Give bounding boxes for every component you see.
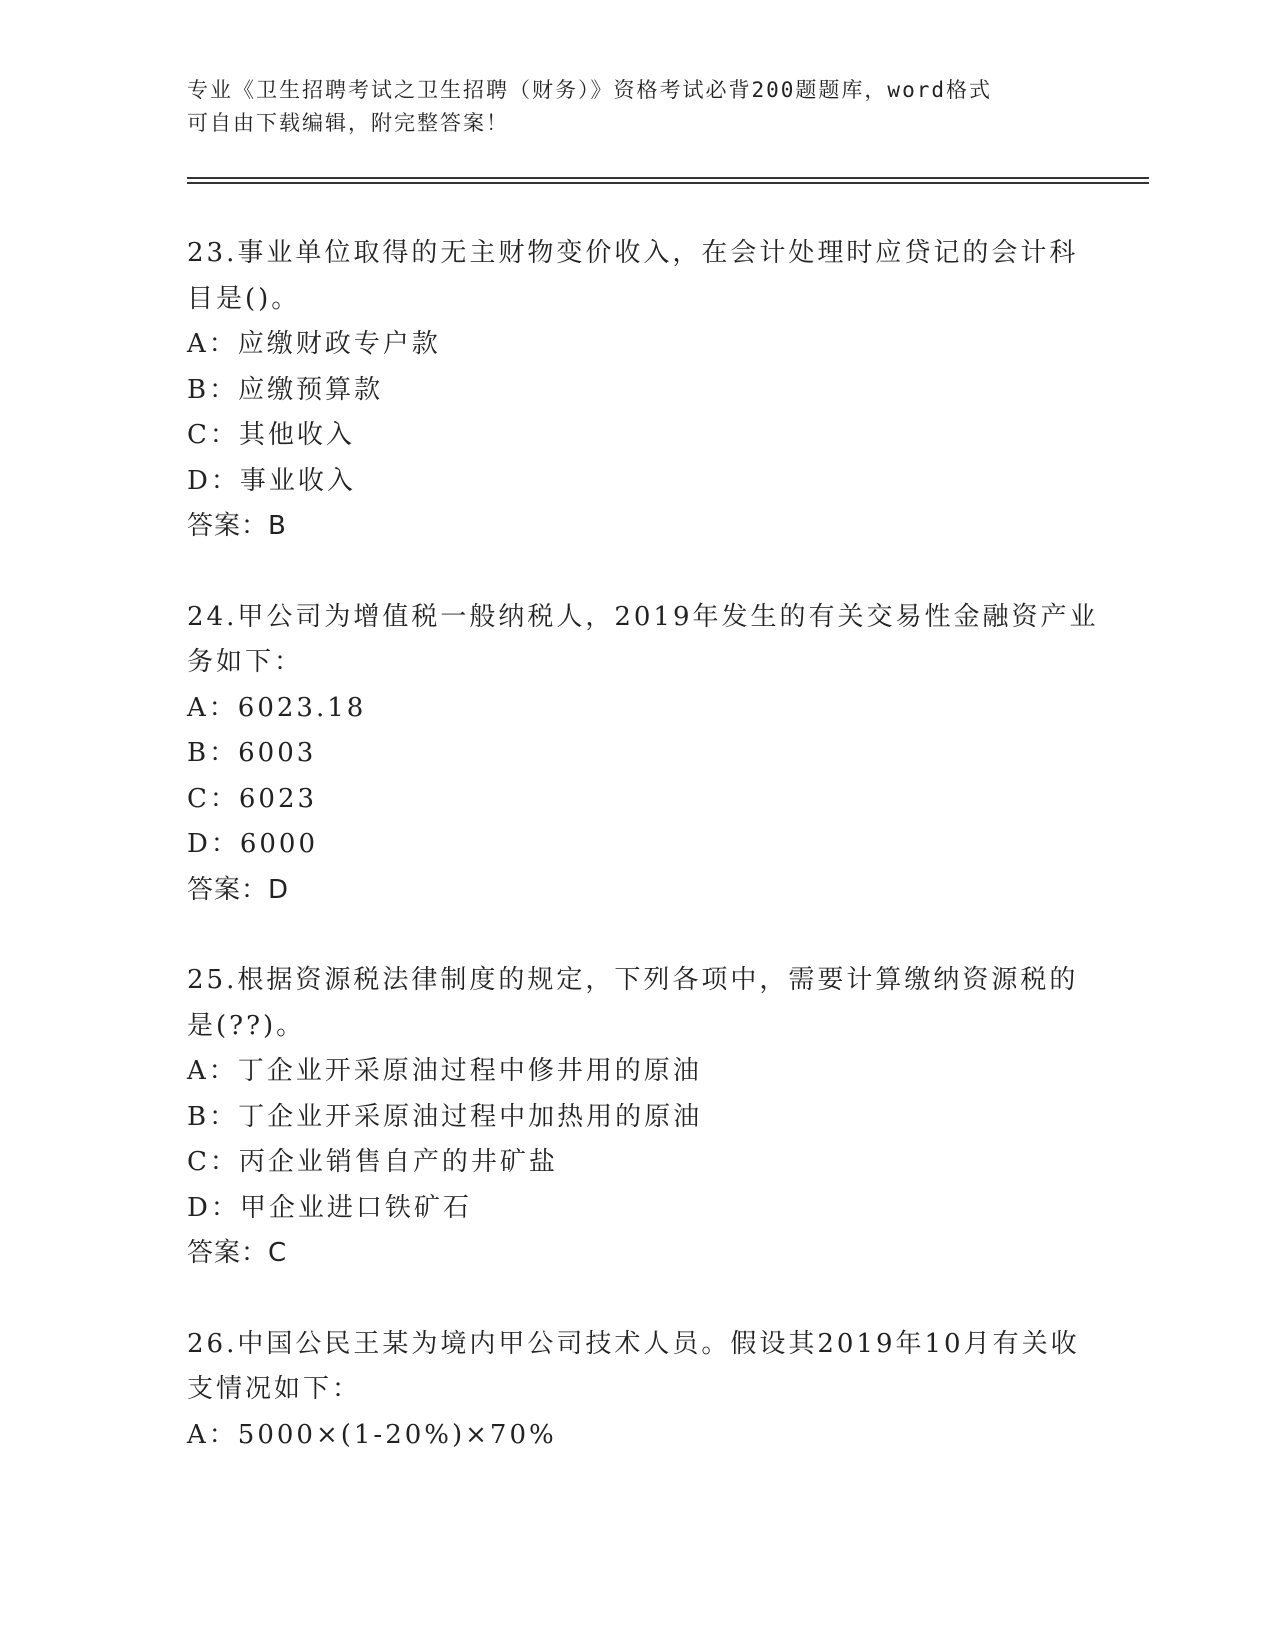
header-line-1: 专业《卫生招聘考试之卫生招聘（财务）》资格考试必背200题题库，word格式: [187, 78, 992, 102]
answer: 答案：C: [187, 1238, 288, 1268]
option-b: B：应缴预算款: [187, 374, 384, 405]
question-spacer: [187, 1277, 1087, 1322]
question-stem: 是(??)。: [187, 1010, 306, 1041]
question-24: [187, 595, 1099, 914]
question-spacer: [187, 913, 1087, 958]
question-stem: 23.事业单位取得的无主财物变价收入，在会计处理时应贷记的会计科: [187, 238, 1079, 268]
question-stem: 24.甲公司为增值税一般纳税人，2019年发生的有关交易性金融资产业: [187, 601, 1099, 632]
option-a: A：6023.18: [187, 692, 367, 723]
option-b: B：6003: [187, 738, 317, 768]
question-stem: 支情况如下：: [187, 1374, 362, 1404]
option-b: B：丁企业开采原油过程中加热用的原油: [187, 1101, 703, 1132]
document-header: [187, 74, 1067, 140]
question-list: [187, 231, 1099, 1458]
header-divider-top: [187, 177, 1149, 179]
question-25: [187, 958, 1087, 1277]
option-d: D：事业收入: [187, 465, 356, 496]
option-d: D：6000: [187, 829, 319, 859]
question-23: [187, 231, 1087, 550]
question-26: [187, 1322, 1087, 1459]
header-divider-bottom: [187, 182, 1149, 184]
option-c: C：6023: [187, 783, 318, 814]
header-line-2: 可自由下载编辑，附完整答案！: [187, 111, 509, 135]
answer: 答案：D: [187, 874, 290, 905]
option-a: A：丁企业开采原油过程中修井用的原油: [187, 1056, 702, 1086]
option-a: A：5000×(1-20%)×70%: [187, 1419, 557, 1450]
question-stem: 26.中国公民王某为境内甲公司技术人员。假设其2019年10月有关收: [187, 1328, 1080, 1359]
question-stem: 务如下：: [187, 647, 304, 677]
question-stem: 25.根据资源税法律制度的规定，下列各项中，需要计算缴纳资源税的: [187, 965, 1079, 995]
option-c: C：丙企业销售自产的井矿盐: [187, 1147, 558, 1177]
answer: 答案：B: [187, 511, 287, 541]
question-spacer: [187, 550, 1087, 595]
question-stem: 目是()。: [187, 283, 301, 314]
option-c: C：其他收入: [187, 420, 355, 450]
option-a: A：应缴财政专户款: [187, 329, 441, 359]
option-d: D：甲企业进口铁矿石: [187, 1192, 472, 1223]
